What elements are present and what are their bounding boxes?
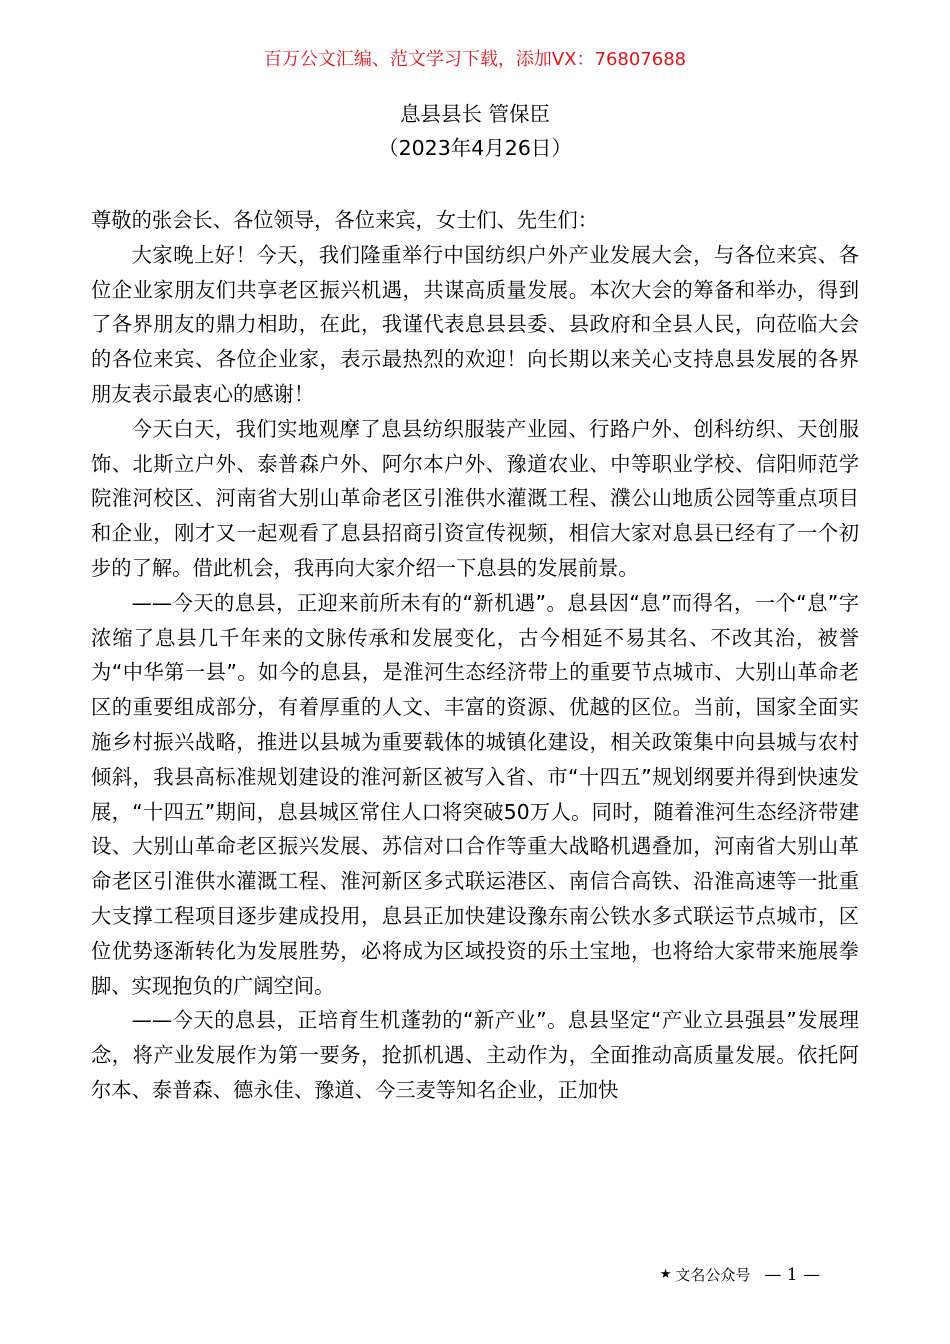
salutation: 尊敬的张会长、各位领导，各位来宾，女士们、先生们： bbox=[91, 208, 599, 232]
paragraph-welcome: 大家晚上好！今天，我们隆重举行中国纺织户外产业发展大会，与各位来宾、各位企业家朋友们共享老区振兴机遇，共谋高质量发展。本次大会的筹备和举办，得到了各界朋友的鼎力相助，在此，我谨代表息县县委、县政府和全县人民，向莅临大会的各位来宾、各位企业家，表示最热烈的欢迎！向长期以来关心支持息县发展的各界朋友表示最衷心的感谢！ bbox=[91, 242, 859, 406]
promo-banner: 百万公文汇编、范文学习下载，添加VX：76807688 bbox=[263, 49, 687, 70]
paragraph-site-visit: 今天白天，我们实地观摩了息县纺织服装产业园、行路户外、创科纺织、天创服饰、北斯立户外、泰普森户外、阿尔本户外、豫道农业、中等职业学校、信阳师范学院淮河校区、河南省大别山革命老区引淮供水灌溉工程、濮公山地质公园等重点项目和企业，刚才又一起观看了息县招商引资宣传视频，相信大家对息县已经有了一个初步的了解。借此机会，我再向大家介绍一下息县的发展前景。 bbox=[91, 416, 859, 580]
page-number: — 1 — bbox=[764, 1265, 820, 1285]
paragraph-new-industry: ——今天的息县，正培育生机蓬勃的“新产业”。息县坚定“产业立县强县”发展理念，将产业发展作为第一要务，抢抓机遇、主动作为，全面推动高质量发展。依托阿尔本、泰普森、德永佳、豫道、今三麦等知名企业，正加快 bbox=[91, 1008, 859, 1102]
page-footer bbox=[660, 1263, 820, 1287]
speech-date: （2023年4月26日） bbox=[378, 136, 572, 160]
footer-label: 文名公众号 bbox=[675, 1266, 751, 1284]
speech-body bbox=[91, 203, 859, 1108]
speaker-line: 息县县长 管保臣 bbox=[399, 102, 551, 126]
star-icon: ★ bbox=[659, 1267, 672, 1282]
paragraph-new-opportunity: ——今天的息县，正迎来前所未有的“新机遇”。息县因“息”而得名，一个“息”字浓缩了息县几千年来的文脉传承和发展变化，古今相延不易其名、不改其治，被誉为“中华第一县”。如今的息县，是淮河生态经济带上的重要节点城市、大别山革命老区的重要组成部分，有着厚重的人文、丰富的资源、优越的区位。当前，国家全面实施乡村振兴战略，推进以县城为重要载体的城镇化建设，相关政策集中向县城与农村倾斜，我县高标准规划建设的淮河新区被写入省、市“十四五”规划纲要并得到快速发展，“十四五”期间，息县城区常住人口将突破50万人。同时，随着淮河生态经济带建设、大别山革命老区振兴发展、苏信对口合作等重大战略机遇叠加，河南省大别山革命老区引淮供水灌溉工程、淮河新区多式联运港区、南信合高铁、沿淮高速等一批重大支撑工程项目逐步建成投用，息县正加快建设豫东南公铁水多式联运节点城市，区位优势逐渐转化为发展胜势，必将成为区域投资的乐土宝地，也将给大家带来施展拳脚、实现抱负的广阔空间。 bbox=[91, 590, 859, 998]
